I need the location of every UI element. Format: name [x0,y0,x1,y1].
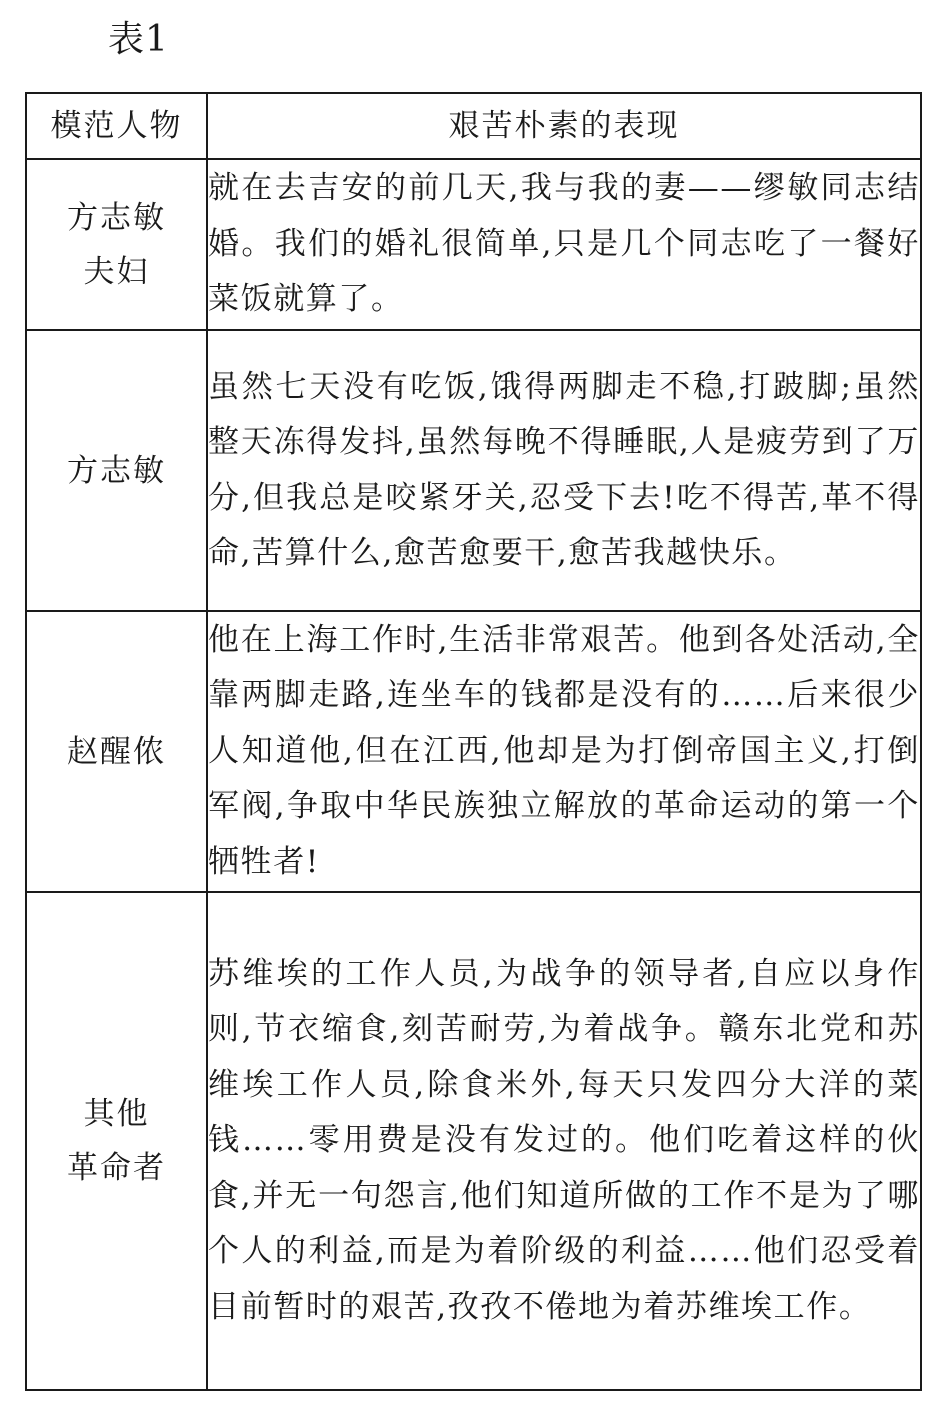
person-name-line: 方志敏 [67,199,166,236]
description-cell: 他在上海工作时,生活非常艰苦。他到各处活动,全靠两脚走路,连坐车的钱都是没有的……后来很少人知道他,但在江西,他却是为打倒帝国主义,打倒军阀,争取中华民族独立解放的革命运动的第一个牺牲者! [207,611,921,892]
person-name-line: 其他 [83,1096,150,1132]
table-header-row [26,93,921,159]
model-figures-table [25,92,922,1391]
table-row [26,159,921,330]
person-cell [26,159,207,330]
description-cell: 虽然七天没有吃饭,饿得两脚走不稳,打跛脚;虽然整天冻得发抖,虽然每晚不得睡眠,人是疲劳到了万分,但我总是咬紧牙关,忍受下去!吃不得苦,革不得命,苦算什么,愈苦愈要干,愈苦我越快乐。 [207,330,921,611]
person-name-line: 方志敏 [67,452,166,489]
person-name-line: 夫妇 [83,253,150,290]
person-cell [26,892,207,1390]
header-plain-living: 艰苦朴素的表现 [207,93,921,159]
table-row [26,330,921,611]
person-cell [26,330,207,611]
description-cell: 苏维埃的工作人员,为战争的领导者,自应以身作则,节衣缩食,刻苦耐劳,为着战争。赣东北党和苏维埃工作人员,除食米外,每天只发四分大洋的菜钱……零用费是没有发过的。他们吃着这样的伙食,并无一句怨言,他们知道所做的工作不是为了哪个人的利益,而是为着阶级的利益……他们忍受着目前暂时的艰苦,孜孜不倦地为着苏维埃工作。 [207,892,921,1390]
description-cell: 就在去吉安的前几天,我与我的妻——缪敏同志结婚。我们的婚礼很简单,只是几个同志吃了一餐好菜饭就算了。 [207,159,921,330]
table-row [26,892,921,1390]
header-model-figure: 模范人物 [26,93,207,159]
table-row [26,611,921,892]
person-name-line: 革命者 [67,1150,166,1186]
table-caption: 表1 [108,19,169,60]
person-cell [26,611,207,892]
person-name-line: 赵醒侬 [67,733,166,770]
